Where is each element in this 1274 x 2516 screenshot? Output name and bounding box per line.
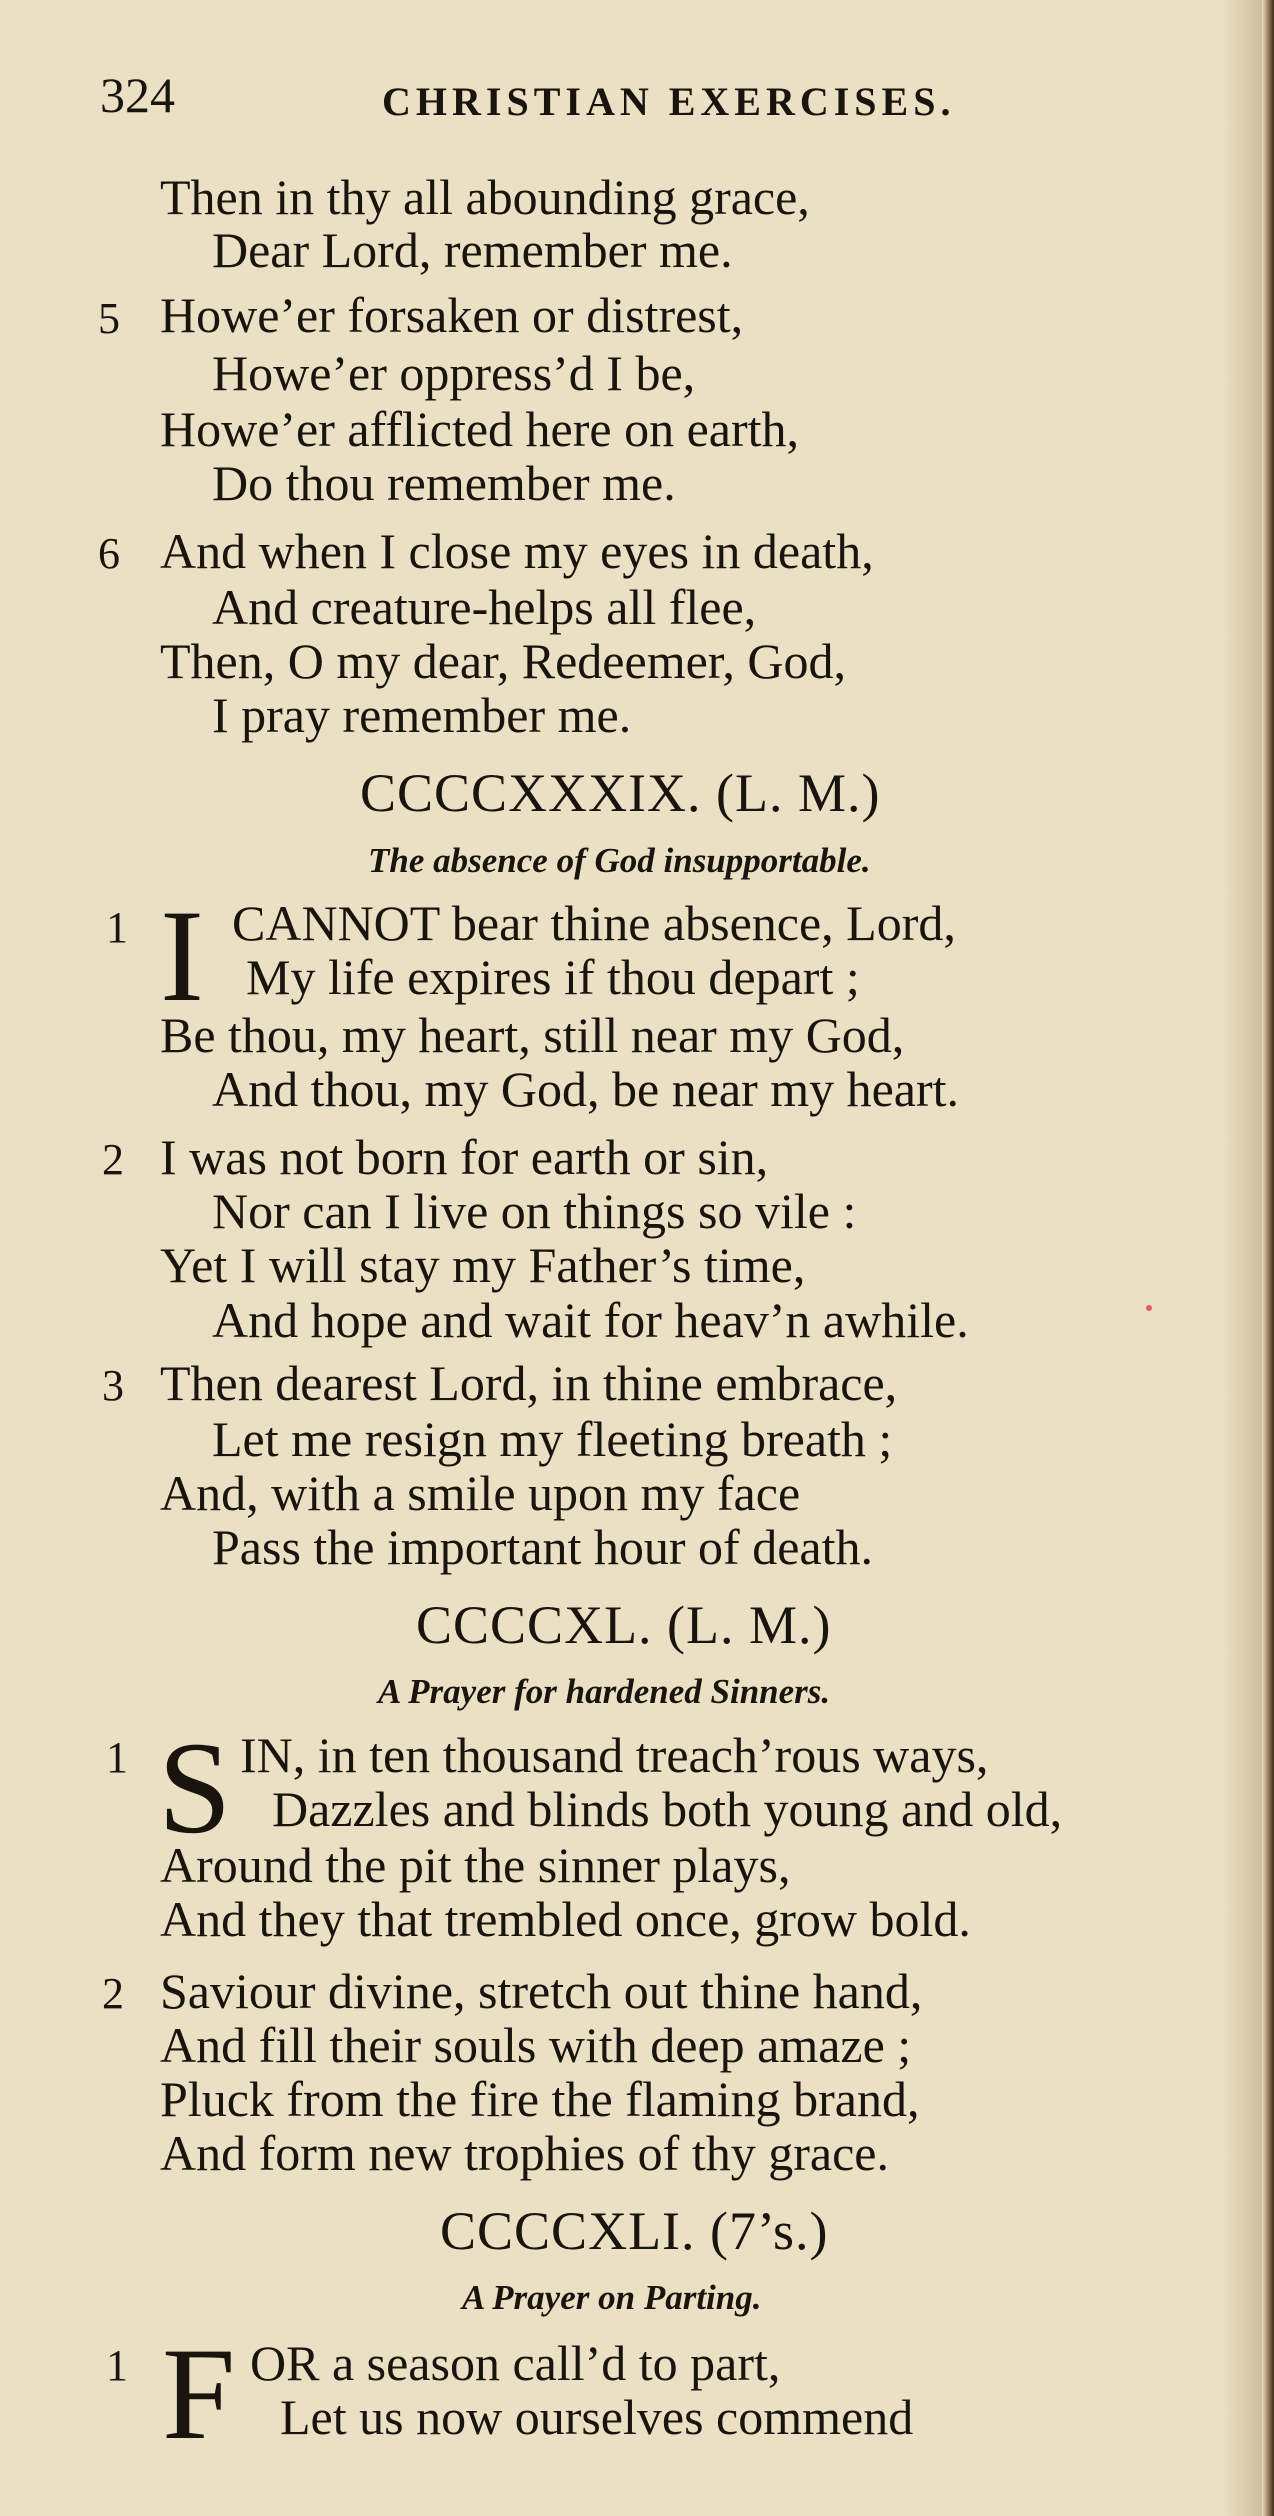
hymn-line: Dazzles and blinds both young and old,	[272, 1781, 1063, 1837]
hymn-line: Let us now ourselves commend	[280, 2389, 914, 2445]
drop-cap: I	[160, 882, 204, 1029]
verse-number: 6	[98, 529, 120, 578]
hymn-line: And when I close my eyes in death,	[160, 523, 874, 579]
hymn-line: Saviour divine, stretch out thine hand,	[160, 1963, 923, 2019]
hymn-line: Nor can I live on things so vile :	[212, 1183, 857, 1239]
drop-cap: S	[158, 1714, 232, 1861]
hymn-subtitle: A Prayer for hardened Sinners.	[378, 1672, 831, 1711]
hymn-line: Pluck from the fire the flaming brand,	[160, 2071, 920, 2127]
verse-number: 1	[106, 1733, 128, 1782]
hymn-line: And thou, my God, be near my heart.	[212, 1061, 960, 1117]
verse-number: 5	[98, 294, 120, 343]
hymn-line: Yet I will stay my Father’s time,	[160, 1237, 806, 1293]
hymn-line: Howe’er forsaken or distrest,	[160, 287, 744, 343]
hymn-line: Then in thy all abounding grace,	[160, 169, 810, 225]
hymn-line: IN, in ten thousand treach’rous ways,	[240, 1727, 989, 1783]
hymn-line: And, with a smile upon my face	[160, 1465, 801, 1521]
verse-number: 2	[102, 1135, 124, 1184]
running-title: CHRISTIAN EXERCISES.	[382, 79, 956, 124]
hymn-line: And fill their souls with deep amaze ;	[160, 2017, 912, 2073]
hymn-line: I was not born for earth or sin,	[160, 1129, 769, 1185]
hymn-line: Do thou remember me.	[212, 455, 676, 511]
hymn-line: Be thou, my heart, still near my God,	[160, 1007, 905, 1063]
verse-number: 1	[106, 903, 128, 952]
hymn-subtitle: A Prayer on Parting.	[462, 2278, 762, 2317]
hymn-line: I pray remember me.	[212, 687, 632, 743]
hymn-line: And form new trophies of thy grace.	[160, 2125, 889, 2181]
hymn-title: CCCCXXXIX. (L. M.)	[360, 763, 881, 823]
hymn-line: Then, O my dear, Redeemer, God,	[160, 633, 847, 689]
hymn-line: And hope and wait for heav’n awhile.	[212, 1292, 969, 1348]
hymn-line: Pass the important hour of death.	[212, 1519, 873, 1575]
hymn-line: Dear Lord, remember me.	[212, 222, 733, 278]
hymn-line: Howe’er oppress’d I be,	[212, 345, 696, 401]
hymn-line: My life expires if thou depart ;	[246, 949, 860, 1005]
hymn-subtitle: The absence of God insupportable.	[368, 841, 871, 880]
hymn-title: CCCCXLI. (7’s.)	[440, 2201, 829, 2261]
verse-number: 3	[102, 1361, 124, 1410]
hymn-line: And they that trembled once, grow bold.	[160, 1891, 971, 1947]
hymn-line: Let me resign my fleeting breath ;	[212, 1411, 893, 1467]
hymn-line: CANNOT bear thine absence, Lord,	[232, 895, 956, 951]
hymn-line: Then dearest Lord, in thine embrace,	[160, 1355, 898, 1411]
hymn-title: CCCCXL. (L. M.)	[416, 1595, 832, 1655]
verse-number: 2	[102, 1969, 124, 2018]
hymn-line: And creature-helps all flee,	[212, 579, 757, 635]
drop-cap: F	[162, 2320, 236, 2467]
verse-number: 1	[106, 2341, 128, 2390]
hymn-line: Howe’er afflicted here on earth,	[160, 401, 800, 457]
ink-speck	[1146, 1305, 1152, 1311]
page-number: 324	[100, 67, 175, 123]
hymn-line: OR a season call’d to part,	[250, 2335, 781, 2391]
hymn-line: Around the pit the sinner plays,	[160, 1837, 791, 1893]
book-binding-edge	[1262, 0, 1274, 2516]
page-shading	[1222, 0, 1262, 2516]
